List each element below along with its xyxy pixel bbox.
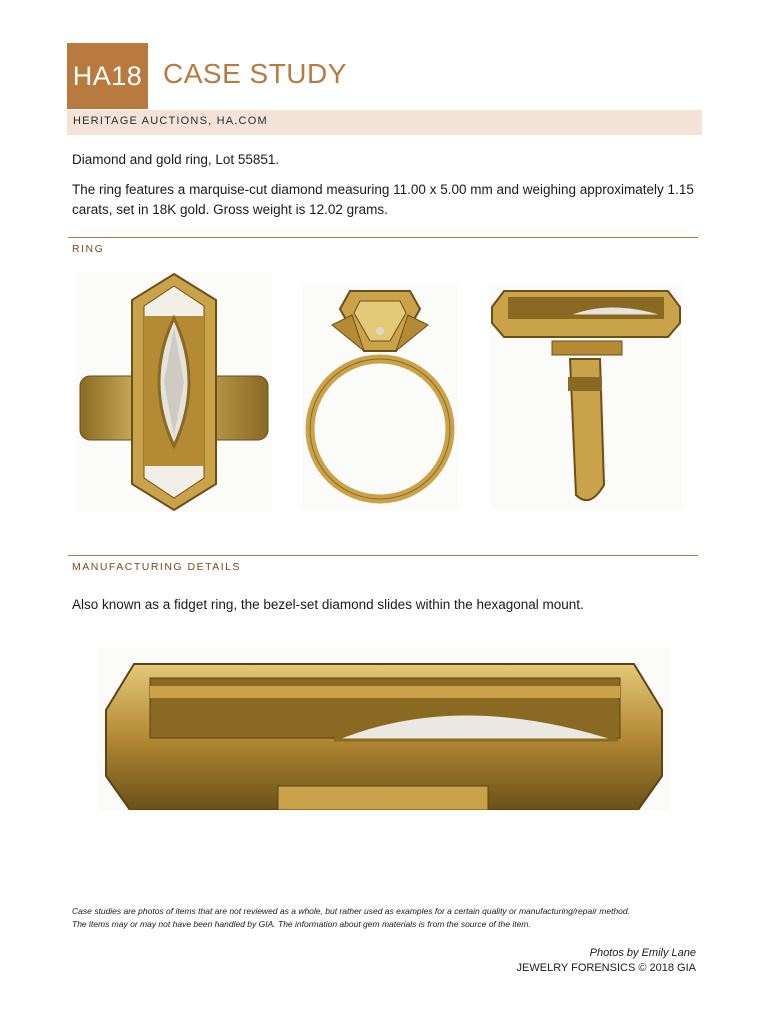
manufacturing-section-label: MANUFACTURING DETAILS (72, 561, 241, 573)
ring-section-rule (68, 237, 698, 238)
copyright: JEWELRY FORENSICS © 2018 GIA (516, 962, 696, 974)
manufacturing-section-rule (68, 555, 698, 556)
photo-credit: Photos by Emily Lane (589, 947, 696, 959)
ring-closeup-illustration (98, 648, 670, 810)
page-title: CASE STUDY (163, 58, 347, 89)
intro-text (72, 150, 702, 230)
credit-block (517, 946, 696, 976)
disclaimer (72, 905, 712, 931)
disclaimer-line-2: The items may or may not have been handled by GIA. The information about gem materials is from the source of the item. (72, 919, 531, 929)
ring-side-photo (302, 285, 458, 510)
ring-closeup-photo (98, 648, 670, 810)
ring-section-label: RING (72, 243, 105, 255)
disclaimer-line-1: Case studies are photos of items that are not reviewed as a whole, but rather used as examples for a certain quality or manufacturing/repair method. (72, 906, 630, 916)
source-text: HERITAGE AUCTIONS, HA.COM (73, 115, 268, 127)
ring-side-illustration (302, 285, 458, 510)
ring-front-photo (76, 272, 272, 512)
ring-top-photo (490, 285, 682, 510)
ring-top-illustration (490, 285, 682, 510)
source-band (67, 110, 702, 135)
brand-badge: HA18 (67, 43, 148, 109)
ring-front-illustration (76, 272, 272, 512)
intro-line-description: The ring features a marquise-cut diamond measuring 11.00 x 5.00 mm and weighing approximately 1.15 carats, set in 18K gold. Gross weight is 12.02 grams. (72, 182, 694, 217)
intro-line-lot: Diamond and gold ring, Lot 55851. (72, 152, 280, 167)
manufacturing-text: Also known as a fidget ring, the bezel-set diamond slides within the hexagonal mount. (72, 597, 584, 612)
